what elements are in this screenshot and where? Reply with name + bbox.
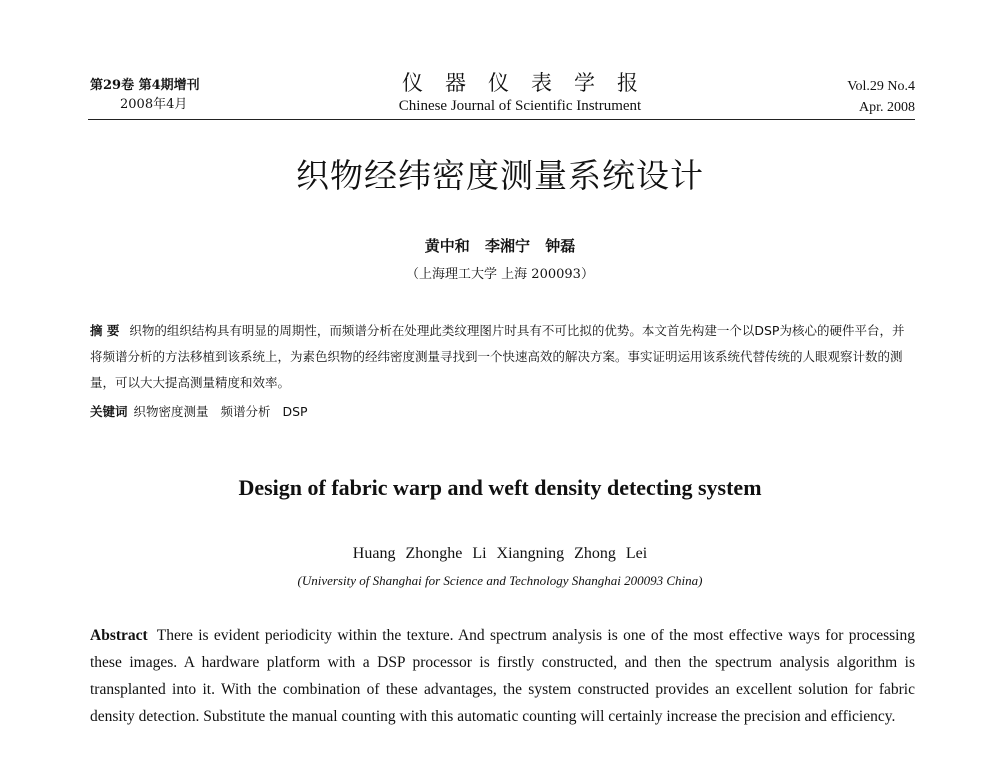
- journal-name: [360, 70, 680, 116]
- keywords-cn-text: 织物密度测量 频谱分析 DSP: [133, 404, 308, 419]
- abstract-en: [90, 622, 915, 730]
- journal-issue-info: [90, 76, 290, 114]
- abstract-en-label: Abstract: [90, 627, 148, 644]
- abstract-en-text: There is evident periodicity within the texture. And spectrum analysis is one of the most effective ways for processing these images. A hardware platform with a DSP processor is firstly constructed, and then the spectrum analysis algorithm is transplanted into it. With the combination of these advantages, the system constructed provides an excellent solution for fabric density detection. Substitute the manual counting with this automatic counting will certainly increase the precision and efficiency.: [90, 627, 915, 725]
- volume-issue-en: Vol.29 No.4: [847, 79, 915, 94]
- abstract-cn: [90, 318, 915, 396]
- authors-cn: 黄中和 李湘宁 钟磊: [424, 237, 576, 255]
- keywords-cn-label: 关键词: [90, 404, 128, 419]
- paper-title-en: Design of fabric warp and weft density detecting system: [238, 475, 762, 500]
- affiliation-cn: （上海理工大学 上海 200093）: [406, 267, 594, 282]
- date-en: Apr. 2008: [859, 100, 915, 115]
- date-cn: 2008年4月: [120, 97, 188, 112]
- journal-volume-info: [800, 76, 915, 118]
- paper-title-cn: 织物经纬密度测量系统设计: [296, 156, 704, 195]
- affiliation-en: (University of Shanghai for Science and Technology Shanghai 200093 China): [297, 573, 703, 588]
- header-divider: [88, 119, 915, 120]
- abstract-cn-text: 织物的组织结构具有明显的周期性，而频谱分析在处理此类纹理图片时具有不可比拟的优势。本文首先构建一个以DSP为核心的硬件平台，并将频谱分析的方法移植到该系统上，为素色织物的经纬密度测量寻找到一个快速高效的解决方案。事实证明运用该系统代替传统的人眼观察计数的测量，可以大大提高测量精度和效率。: [90, 323, 905, 390]
- journal-name-en: Chinese Journal of Scientific Instrument: [398, 98, 642, 114]
- volume-issue-cn: 第29卷 第4期增刊: [90, 78, 200, 93]
- abstract-cn-label: 摘 要: [90, 323, 120, 338]
- authors-en: Huang Zhonghe Li Xiangning Zhong Lei: [352, 545, 648, 562]
- keywords-cn: [90, 402, 915, 420]
- journal-name-cn: 仪器仪表学报: [402, 71, 660, 95]
